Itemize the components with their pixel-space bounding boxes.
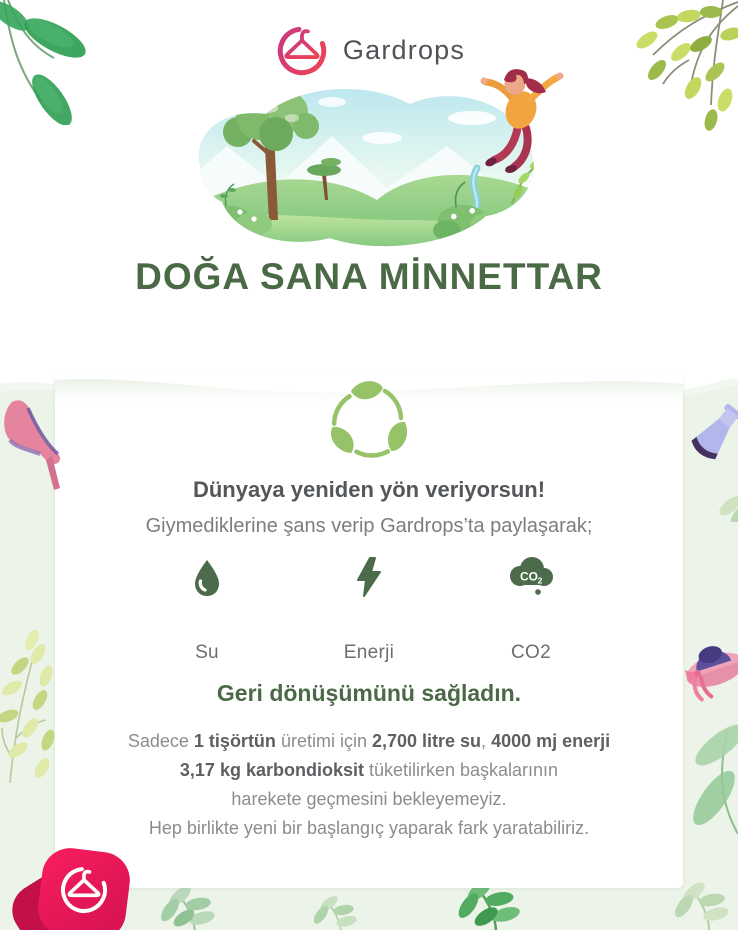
impact-paragraph: Sadece 1 tişörtün üretimi için 2,700 litre su, 4000 mj enerji 3,17 kg karbondioksit tüketilirken başkalarının harekete geçmesini bekleyemeyiz. Hep birlikte yeni bir başlangıç yaparak fark yaratabiliriz.	[127, 731, 611, 838]
bottom-leaves-2-icon	[305, 894, 377, 930]
impact-item-enerji	[291, 552, 447, 664]
impact-grid	[129, 552, 609, 664]
branch-left-icon	[0, 588, 58, 783]
impact-subheadline: Giymediklerine şans verip Gardrops’ta paylaşarak;	[145, 515, 593, 537]
content-card	[55, 372, 683, 888]
flask-icon	[672, 402, 738, 522]
co2-icon-text-sub: 2	[537, 575, 543, 586]
footer-logo-badge[interactable]	[10, 840, 170, 930]
impact-label-co2: CO2	[511, 642, 551, 663]
water-drop-icon	[192, 552, 222, 598]
high-heel-shoe-icon	[0, 392, 72, 497]
impact-label-su: Su	[195, 642, 219, 663]
lightning-bolt-icon	[354, 552, 384, 598]
recycle-leaves-icon	[323, 378, 415, 469]
page-title: DOĞA SANA MİNNETTAR	[135, 256, 603, 297]
co2-icon-text-main: CO	[520, 569, 538, 584]
header	[0, 20, 738, 80]
impact-headline: Dünyaya yeniden yön veriyorsun!	[192, 477, 546, 502]
gardrops-logo-icon[interactable]	[273, 20, 331, 80]
hat-icon	[678, 626, 738, 708]
impact-item-co2	[453, 552, 609, 664]
impact-label-enerji: Enerji	[343, 642, 395, 663]
co2-cloud-icon	[505, 552, 557, 598]
gardrops-wordmark: Gardrops	[342, 34, 466, 65]
recycle-result-heading: Geri dönüşümünü sağladın.	[216, 680, 522, 706]
watercolor-leaf-right-icon	[680, 710, 738, 838]
nature-illustration	[172, 68, 568, 252]
impact-item-su	[129, 552, 285, 664]
